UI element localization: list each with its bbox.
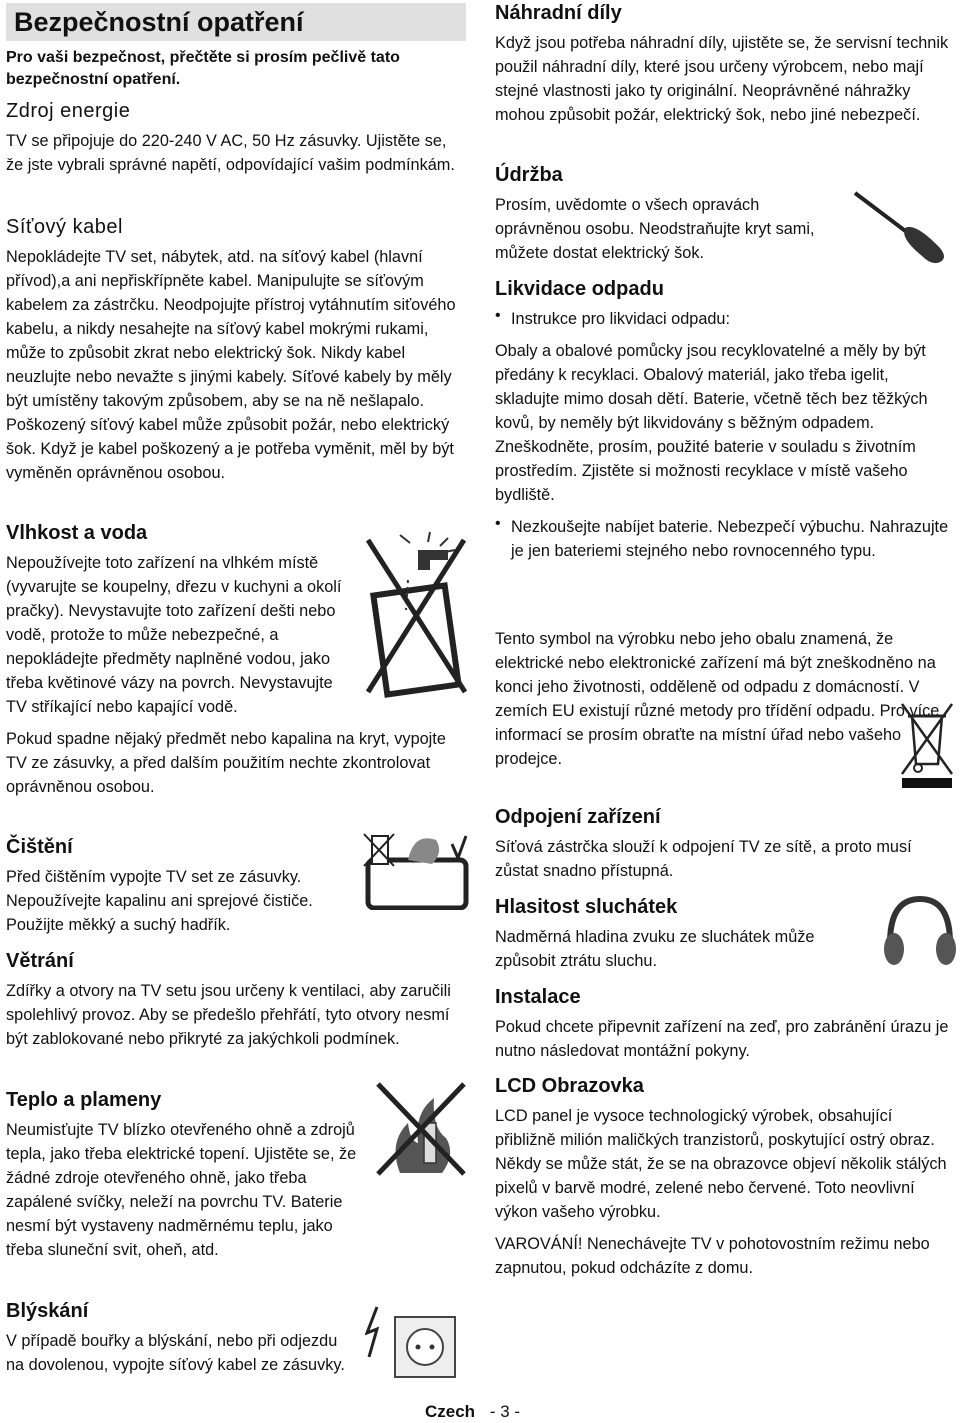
text-disposal-1: Obaly a obalové pomůcky jsou recyklovatelné a měly by být předány k recyklaci. Obalový materiál, jako třeba igelit, skladujte mimo dosah dětí. Baterie, včetně těch bez těžkých kovů, by neměly být likvidovány s běžným odpadem. Zneškodněte, prosím, použité baterie v souladu s životním prostředím. Zjistěte si možnosti recyklace v místě vašeho bydliště. — [495, 342, 928, 504]
heading-cord: Síťový kabel — [6, 216, 123, 238]
no-water-illustration — [360, 520, 470, 705]
heading-headphones: Hlasitost sluchátek — [495, 896, 678, 918]
disposal-bullet-1: • Instrukce pro likvidaci odpadu: — [495, 307, 957, 339]
text-disconnect: Síťová zástrčka slouží k odpojení TV ze sítě, a proto musí zůstat snadno přístupná. — [495, 838, 912, 880]
text-lightning: V případě bouřky a blýskání, nebo při odjezdu na dovolenou, vypojte síťový kabel ze zásuvky. — [6, 1332, 345, 1374]
section-install — [495, 984, 957, 1071]
heading-disconnect: Odpojení zařízení — [495, 806, 661, 828]
text-heat: Neumisťujte TV blízko otevřeného ohně a zdrojů tepla, jako třeba elektrické topení. Ujistěte se, že žádné zdroje otevřeného ohně, jako třeba zapálené svíčky, neleží na povrchu TV. Baterie nesmí být vystaveny nadměrnému teplu, jako třeba sluneční svit, oheň, atd. — [6, 1121, 357, 1259]
crossed-bin-icon — [898, 698, 956, 799]
text-cord: Nepokládejte TV set, nábytek, atd. na síťový kabel (hlavní přívod),a ani nepřiskřípněte kabel. Manipulujte se síťovým kabelem za zástrčku. Neodpojujte přístroj vytáhnutím siťového kabelu, a nikdy nesahejte na síťový kabel mokrými rukami, může to způsobit zkrat nebo elektrický šok. Nikdy kabel neuzlujte nebo nevažte s jinými kabely. Síťové kabely by měly být umístěny takovým způsobem, aby se na ně nešlapalo. Poškozený síťový kabel může způsobit požár, nebo elektrický šok. Když je kabel poškozený a je potřeba vyměnit, měl by být vyměněn oprávněnou osobou. — [6, 248, 456, 482]
page-footer — [425, 1402, 520, 1422]
heading-cleaning: Čištění — [6, 836, 73, 858]
section-lcd — [495, 1073, 957, 1288]
text-moisture-1: Nepoužívejte toto zařízení na vlhkém místě (vyvarujte se koupelny, dřezu v kuchyni a okolí pračky). Nevystavujte toto zařízení dešti nebo vodě, protože to může nebezpečné, a nepokládejte předměty naplněné vodou, jako třeba květinové vázy na povrch. Nevystavujte TV stříkající nebo kapající vodě. — [6, 554, 342, 716]
heading-power: Zdroj energie — [6, 100, 131, 122]
text-lcd-1: LCD panel je vysoce technologický výrobek, obsahující přibližně milión maličkých tranzistorů, poskytující ostrý obraz. Někdy se může stát, že se na obrazovce objeví několik stálých pixelů v barvě modré, zelené nebo červené. Toto neovlivní výkon vašeho výrobku. — [495, 1107, 947, 1221]
text-moisture-2: Pokud spadne nějaký předmět nebo kapalina na kryt, vypojte TV ze zásuvky, a před dalším použitím nechte zkontrolovat oprávněnou osobou. — [6, 730, 446, 796]
text-install: Pokud chcete připevnit zařízení na zeď, pro zabránění úrazu je nutno následovat montážní pokyny. — [495, 1018, 949, 1060]
section-ventilation — [6, 948, 466, 1059]
section-disconnect — [495, 804, 957, 891]
text-ventilation: Zdířky a otvory na TV setu jsou určeny k ventilaci, aby zaručili spolehlivý provoz. Aby se předešlo přehřátí, tyto otvory nesmí být zablokované nebo přikryté za jakýchkoli podmínek. — [6, 982, 451, 1048]
section-power — [6, 98, 466, 185]
headphones-icon — [880, 893, 960, 978]
disposal-bullet-2-text: Nezkoušejte nabíjet baterie. Nebezpečí výbuchu. Nahrazujte je jen bateriemi stejného nebo rovnocenného typu. — [511, 518, 949, 560]
lightning-socket-illustration — [365, 1305, 460, 1395]
section-parts — [495, 0, 957, 135]
text-maintenance: Prosím, uvědomte o všech opravách oprávněnou osobu. Neodstraňujte kryt sami, můžete dostat elektrický šok. — [495, 196, 815, 262]
section-weee — [495, 627, 957, 779]
left-column — [6, 0, 466, 1423]
intro-text: Pro vaši bezpečnost, přečtěte si prosím pečlivě tato bezpečnostní opatření. — [6, 49, 400, 88]
heading-lightning: Blýskání — [6, 1300, 89, 1322]
text-cleaning: Před čištěním vypojte TV set ze zásuvky. Nepoužívejte kapalinu ani sprejové čističe. Použijte měkký a suchý hadřík. — [6, 868, 313, 934]
section-disposal — [495, 276, 957, 571]
no-spray-cleaning-illustration — [360, 830, 470, 915]
heading-install: Instalace — [495, 986, 581, 1008]
text-lcd-2: VAROVÁNÍ! Nenechávejte TV v pohotovostním režimu nebo zapnutou, pokud odcházíte z domu. — [495, 1235, 930, 1277]
text-disposal-2: Tento symbol na výrobku nebo jeho obalu znamená, že elektrické nebo elektronické zařízení má být zneškodněno na konci jeho životnosti, odděleně od odpadu z domácností. V zemích EU existují různé metody pro třídění odpadu. Pro více informací se prosím obraťte na místní úřad nebo vašeho prodejce. — [495, 630, 940, 768]
heading-maintenance: Údržba — [495, 164, 563, 186]
heading-parts: Náhradní díly — [495, 2, 622, 24]
heading-disposal: Likvidace odpadu — [495, 278, 664, 300]
heading-lcd: LCD Obrazovka — [495, 1075, 644, 1097]
text-power: TV se připojuje do 220-240 V AC, 50 Hz zásuvky. Ujistěte se, že jste vybrali správné napětí, odpovídající vašim podmínkám. — [6, 132, 455, 174]
no-fire-illustration — [370, 1078, 470, 1183]
disposal-bullet-1-text: Instrukce pro likvidaci odpadu: — [511, 310, 731, 328]
text-parts: Když jsou potřeba náhradní díly, ujistěte se, že servisní technik použil náhradní díly, které jsou určeny výrobcem, nebo mají stejné vlastnosti jako ty originální. Neoprávněné náhražky mohou způsobit požár, elektrický šok, nebo jiné nebezpečí. — [495, 34, 949, 124]
screwdriver-icon — [850, 188, 955, 273]
heading-ventilation: Větrání — [6, 950, 74, 972]
text-headphones: Nadměrná hladina zvuku ze sluchátek může způsobit ztrátu sluchu. — [495, 928, 815, 970]
heading-moisture: Vlhkost a voda — [6, 522, 148, 544]
page-number: - 3 - — [489, 1402, 521, 1421]
heading-heat: Teplo a plameny — [6, 1089, 162, 1111]
page-title: Bezpečnostní opatření — [6, 3, 466, 41]
footer-language: Czech — [425, 1402, 476, 1421]
section-cord — [6, 214, 466, 493]
disposal-bullet-2: • Nezkoušejte nabíjet baterie. Nebezpečí výbuchu. Nahrazujte je jen bateriemi stejného nebo rovnocenného typu. — [495, 515, 957, 571]
